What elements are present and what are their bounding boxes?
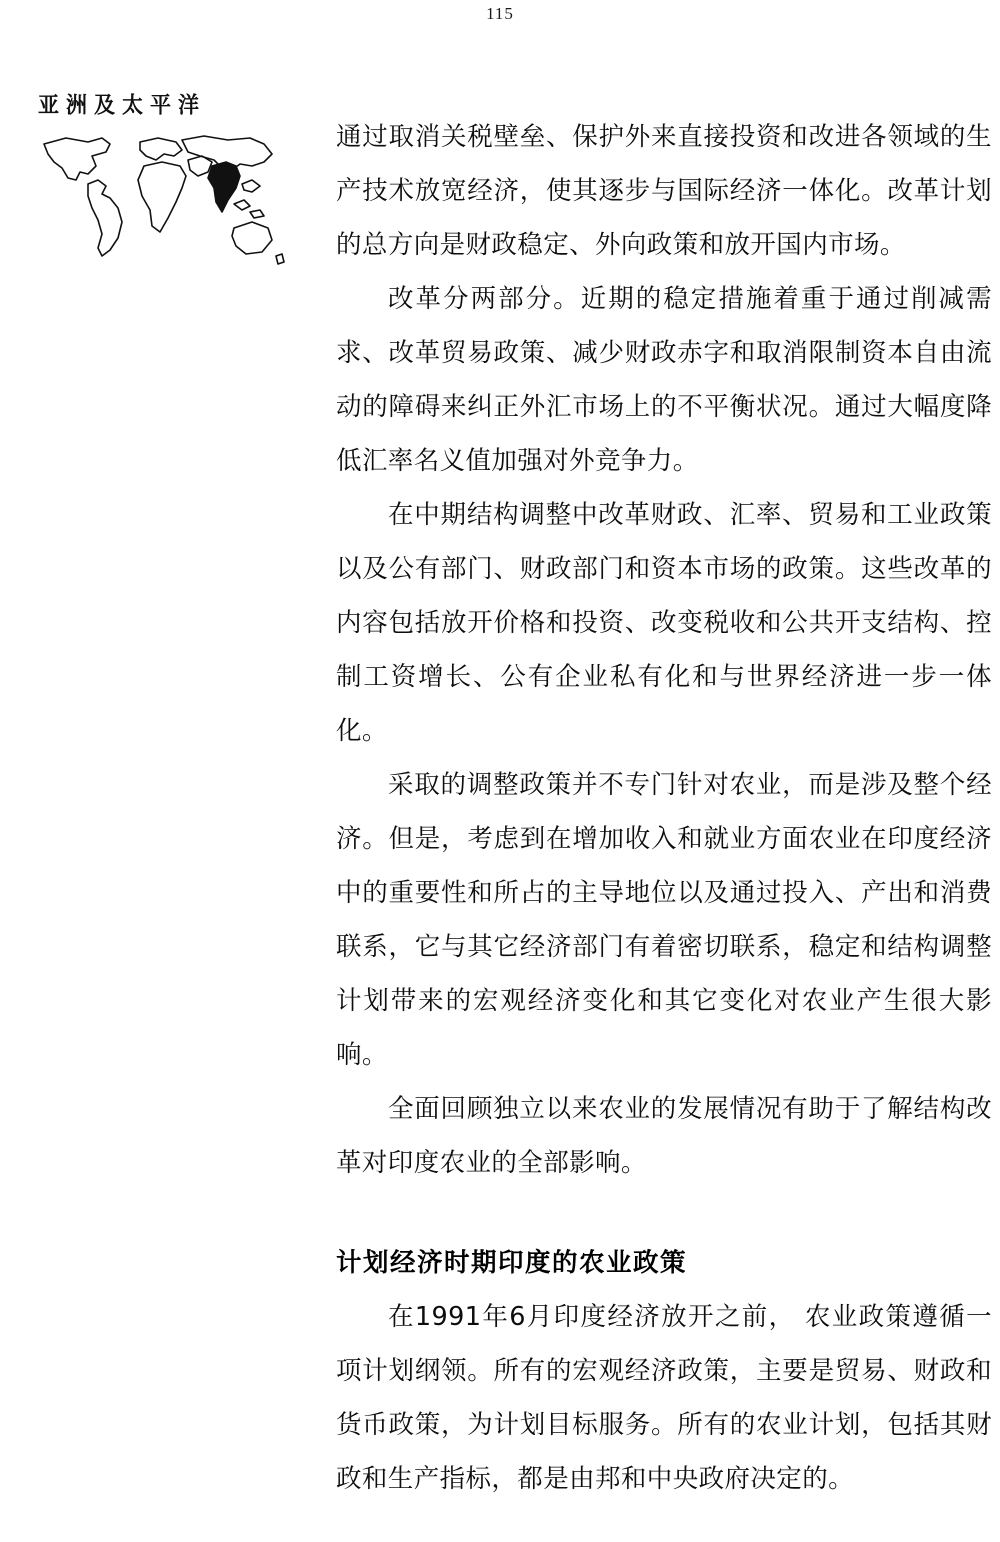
paragraph: 采取的调整政策并不专门针对农业，而是涉及整个经济。但是，考虑到在增加收入和就业方面农业在印度经济中的重要性和所占的主导地位以及通过投入、产出和消费联系，它与其它经济部门有着密切联系，稳定和结构调整计划带来的宏观经济变化和其它变化对农业产生很大影响。 xyxy=(336,770,992,1070)
page-number: 115 xyxy=(486,4,514,23)
section-heading: 计划经济时期印度的农业政策 xyxy=(336,1248,688,1278)
paragraph: 通过取消关税壁垒、保护外来直接投资和改进各领域的生产技术放宽经济，使其逐步与国际经济一体化。改革计划的总方向是财政稳定、外向政策和放开国内市场。 xyxy=(336,122,992,260)
body-text-column xyxy=(336,110,992,1506)
region-label: 亚洲及太平洋 xyxy=(38,92,206,118)
paragraph: 在1991年6月印度经济放开之前， 农业政策遵循一项计划纲领。所有的宏观经济政策，主要是贸易、财政和货币政策，为计划目标服务。所有的农业计划，包括其财政和生产指标，都是由邦和中央政府决定的。 xyxy=(336,1302,992,1494)
paragraph: 全面回顾独立以来农业的发展情况有助于了解结构改革对印度农业的全部影响。 xyxy=(336,1094,992,1178)
paragraph: 改革分两部分。近期的稳定措施着重于通过削减需求、改革贸易政策、减少财政赤字和取消限制资本自由流动的障碍来纠正外汇市场上的不平衡状况。通过大幅度降低汇率名义值加强对外竞争力。 xyxy=(336,284,992,476)
region-mark xyxy=(36,88,286,278)
world-map-icon xyxy=(36,122,286,277)
paragraph: 在中期结构调整中改革财政、汇率、贸易和工业政策以及公有部门、财政部门和资本市场的政策。这些改革的内容包括放开价格和投资、改变税收和公共开支结构、控制工资增长、公有企业私有化和与世界经济进一步一体化。 xyxy=(336,500,992,746)
